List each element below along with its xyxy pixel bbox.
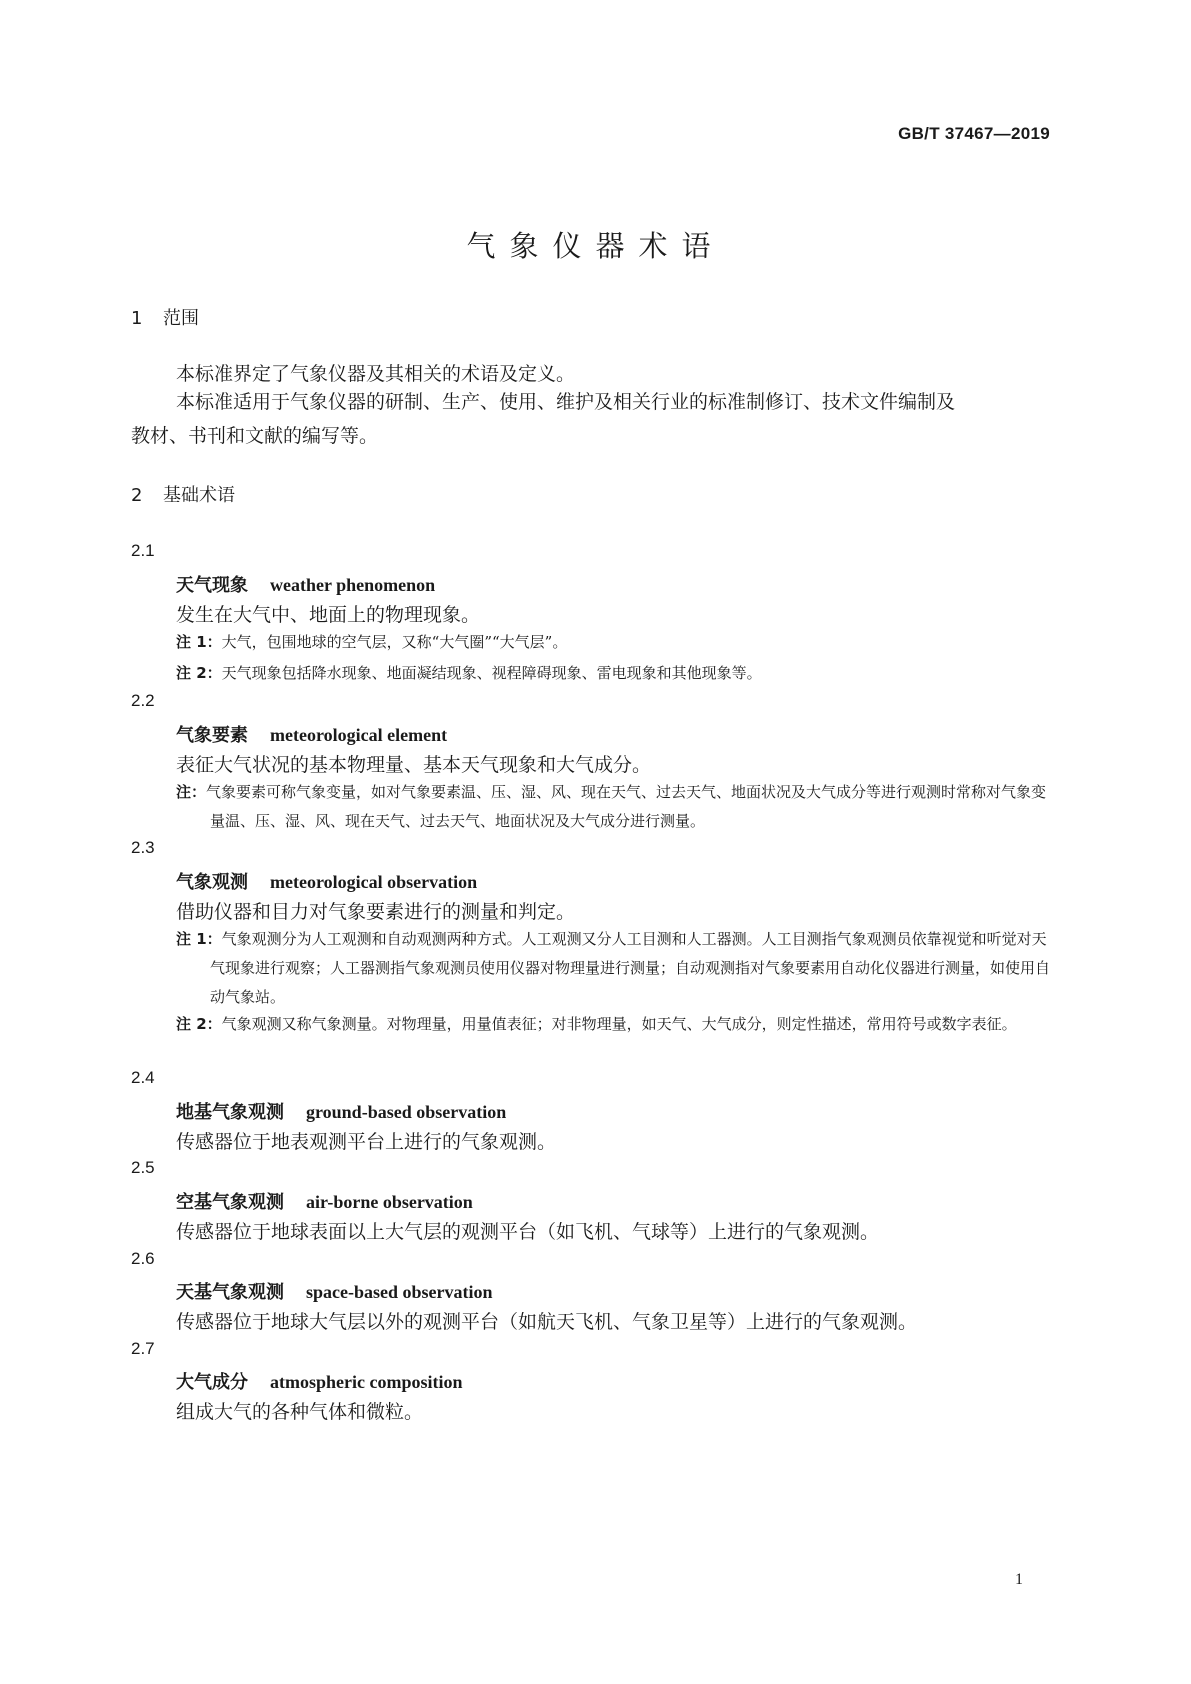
term-en: meteorological observation [270,872,478,892]
term-heading [176,1098,506,1124]
term-en: meteorological element [270,725,448,745]
section-heading-basic-terms [131,481,235,507]
standard-number: GB/T 37467—2019 [898,124,1050,143]
term-heading [176,1278,493,1304]
term-heading [176,1188,473,1214]
term-heading [176,1368,463,1394]
term-zh: 空基气象观测 [176,1192,284,1213]
section-heading-scope [131,304,199,330]
page-number: 1 [1015,1571,1023,1588]
note-label: 注： [176,783,207,801]
note-text: 气象观测分为人工观测和自动观测两种方式。人工观测又分人工目测和人工器测。人工目测指气象观测员依靠视觉和听觉对天气现象进行观察；人工器测指气象观测员使用仪器对物理量进行测量；自动观测指对气象要素用自动化仪器进行测量，如使用自动气象站。 [210,930,1051,1006]
term-definition: 传感器位于地球大气层以外的观测平台（如航天飞机、气象卫星等）上进行的气象观测。 [176,1311,918,1333]
term-note [176,628,1061,657]
term-note [176,659,1061,688]
term-note [176,925,1061,1012]
term-zh: 气象观测 [176,872,248,893]
term-number: 2.5 [131,1158,155,1177]
term-number: 2.7 [131,1339,155,1358]
note-text: 气象观测又称气象测量。对物理量，用量值表征；对非物理量，如天气、大气成分，则定性描述，常用符号或数字表征。 [221,1015,1017,1033]
term-heading [176,721,447,747]
section-number: 2 [131,485,143,506]
term-number: 2.2 [131,691,155,710]
section-title: 范围 [163,308,199,329]
note-label: 注 1： [176,930,222,948]
section-number: 1 [131,308,143,329]
term-number: 2.3 [131,838,155,857]
term-zh: 气象要素 [176,725,248,746]
term-definition: 借助仪器和目力对气象要素进行的测量和判定。 [176,901,576,923]
term-definition: 组成大气的各种气体和微粒。 [176,1401,424,1423]
section-title: 基础术语 [163,485,235,506]
term-number: 2.1 [131,541,155,560]
term-zh: 地基气象观测 [176,1102,284,1123]
term-en: weather phenomenon [270,575,436,595]
term-note [176,1010,1061,1039]
term-number: 2.4 [131,1068,155,1087]
term-en: ground-based observation [306,1102,507,1122]
note-text: 气象要素可称气象变量，如对气象要素温、压、湿、风、现在天气、过去天气、地面状况及大气成分等进行观测时常称对气象变量温、压、湿、风、现在天气、过去天气、地面状况及大气成分进行测量。 [206,783,1047,830]
scope-paragraph-2: 本标准适用于气象仪器的研制、生产、使用、维护及相关行业的标准制修订、技术文件编制及教材、书刊和文献的编写等。 [131,391,956,447]
term-en: air-borne observation [306,1192,473,1212]
term-zh: 大气成分 [176,1372,248,1393]
term-en: space-based observation [306,1282,493,1302]
term-en: atmospheric composition [270,1372,463,1392]
note-label: 注 1： [176,633,222,651]
document-title: 气象仪器术语 [466,229,725,263]
term-zh: 天基气象观测 [176,1282,284,1303]
term-note [176,778,1061,836]
term-definition: 传感器位于地表观测平台上进行的气象观测。 [176,1131,557,1153]
term-definition: 发生在大气中、地面上的物理现象。 [176,604,481,626]
term-definition: 表征大气状况的基本物理量、基本天气现象和大气成分。 [176,754,652,776]
term-zh: 天气现象 [176,575,248,596]
note-label: 注 2： [176,664,222,682]
scope-paragraph-1: 本标准界定了气象仪器及其相关的术语及定义。 [176,363,576,385]
term-heading [176,571,435,597]
term-number: 2.6 [131,1249,155,1268]
note-text: 天气现象包括降水现象、地面凝结现象、视程障碍现象、雷电现象和其他现象等。 [221,664,762,682]
term-definition: 传感器位于地球表面以上大气层的观测平台（如飞机、气球等）上进行的气象观测。 [176,1221,880,1243]
term-heading [176,868,477,894]
note-text: 大气，包围地球的空气层，又称“大气圈”“大气层”。 [221,633,568,651]
note-label: 注 2： [176,1015,222,1033]
